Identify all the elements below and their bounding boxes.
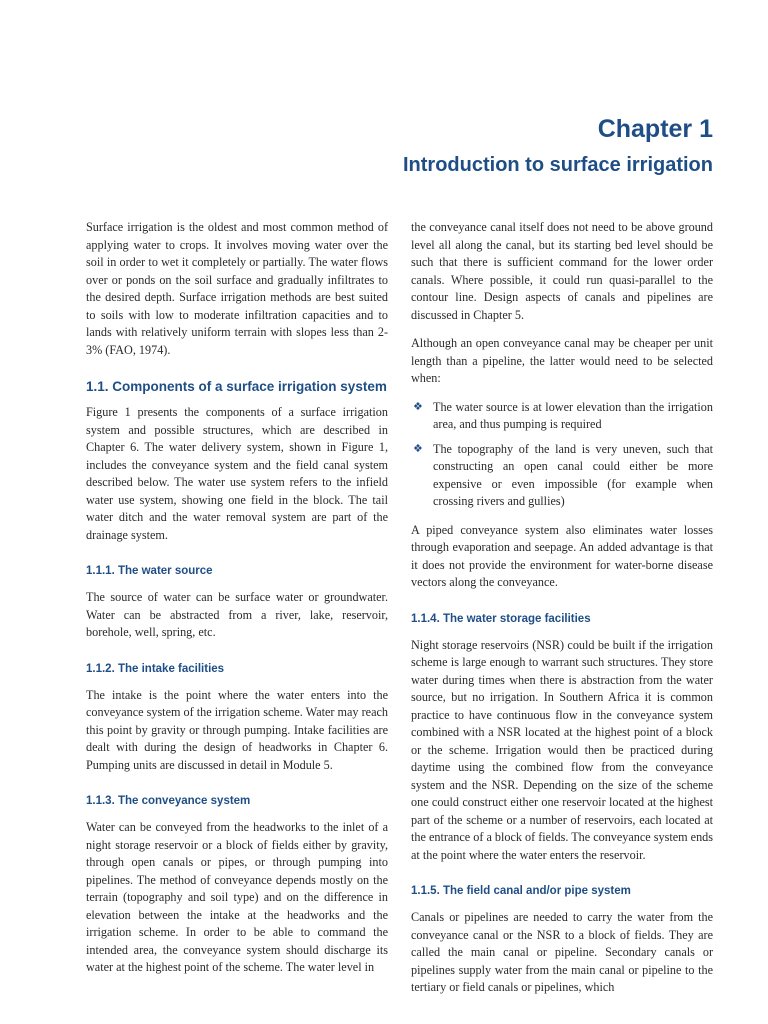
subsection-heading-water-source: 1.1.1. The water source	[86, 565, 213, 577]
components-paragraph: Figure 1 presents the components of a surface irrigation system and possible structures, which are described in Chapter 6. The water delivery system, shown in Figure 1, includes the conveyance system and the field canal system described below. The water use system refers to the infield water use system, showing one field in the block. The tail water ditch and the water removal system are part of the drainage system.	[86, 405, 388, 542]
diamond-bullet-icon: ❖	[413, 442, 423, 455]
list-item-text: The water source is at lower elevation than the irrigation area, and thus pumping is required	[433, 399, 713, 431]
pipeline-intro-paragraph: Although an open conveyance canal may be cheaper per unit length than a pipeline, the latter would need to be selected when:	[411, 336, 713, 385]
intro-paragraph: Surface irrigation is the oldest and most common method of applying water to crops. It involves moving water over the soil in order to wet it completely or partially. The water flows over or ponds on the soil surface and gradually infiltrates to the desired depth. Surface irrigation methods are best suited to soils with low to moderate infiltration capacities and to lands with relatively uniform terrain with slopes less than 2-3% (FAO, 1974).	[86, 220, 388, 357]
list-item	[411, 399, 713, 434]
subsection-heading-conveyance: 1.1.3. The conveyance system	[86, 795, 251, 807]
storage-paragraph: Night storage reservoirs (NSR) could be built if the irrigation scheme is large enough to warrant such structures. They store water during times when there is abstraction from the water source, but no irrigation. In Southern Africa it is common practice to have continuous flow in the conveyance system combined with a NSR located at the highest point of a block or the scheme. Irrigation would then be practiced during daytime using the combined flow from the conveyance system and the NSR. Depending on the size of the scheme one could construct either one reservoir located at the highest part of the scheme or a number of reservoirs, each located at the entrance of a block of fields. The conveyance system ends at the point where the water enters the reservoir.	[411, 637, 713, 862]
pipeline-conditions-list	[411, 399, 713, 511]
field-canal-paragraph: Canals or pipelines are needed to carry the water from the conveyance canal or the NSR to a block of fields. They are called the main canal or pipeline. Secondary canals or pipelines supply water from the main canal or pipeline to the tertiary or field canals or pipelines, which	[411, 910, 713, 994]
subsection-heading-intake: 1.1.2. The intake facilities	[86, 662, 225, 675]
intake-paragraph: The intake is the point where the water enters into the conveyance system of the irrigation scheme. Water may reach this point by gravity or through pumping. Intake facilities are dealt with during the design of headworks in Chapter 6. Pumping units are discussed in detail in Module 5.	[86, 687, 388, 772]
piped-advantage-paragraph: A piped conveyance system also eliminates water losses through evaporation and seepage. An added advantage is that it does not provide the environment for water-borne disease vectors along the conveyance.	[411, 522, 713, 589]
chapter-header	[403, 112, 713, 180]
conveyance-continuation-paragraph: the conveyance canal itself does not need to be above ground level all along the canal, but its starting bed level should be such that there is sufficient command for the lower order canals. Where possible, it could run quasi-parallel to the contour line. Design aspects of canals and pipelines are discussed in Chapter 5.	[411, 220, 713, 322]
water-source-paragraph: The source of water can be surface water or groundwater. Water can be abstracted from a river, lake, reservoir, borehole, well, spring, etc.	[86, 590, 388, 639]
list-item	[411, 441, 713, 511]
list-item-text: The topography of the land is very uneven, such that constructing an open canal could either be more expensive or even impossible (for example when crossing rivers and gullies)	[433, 441, 713, 508]
section-heading-components: 1.1. Components of a surface irrigation system	[86, 379, 387, 394]
diamond-bullet-icon: ❖	[413, 400, 423, 413]
chapter-number: Chapter 1	[597, 115, 713, 143]
left-column	[86, 219, 388, 988]
subsection-heading-storage: 1.1.4. The water storage facilities	[411, 612, 591, 625]
subsection-heading-field-canal: 1.1.5. The field canal and/or pipe system	[411, 885, 631, 897]
right-column	[411, 219, 713, 1008]
chapter-title: Introduction to surface irrigation	[402, 154, 713, 176]
conveyance-paragraph: Water can be conveyed from the headworks to the inlet of a night storage reservoir or a block of fields either by gravity, through open canals or pipes, or through pumping into pipelines. The method of conveyance depends mostly on the terrain (topography and soil type) and on the difference in elevation between the intake at the headworks and the irrigation scheme. In order to be able to command the intended area, the conveyance system should discharge its water at the highest point of the scheme. The water level in	[86, 820, 388, 974]
